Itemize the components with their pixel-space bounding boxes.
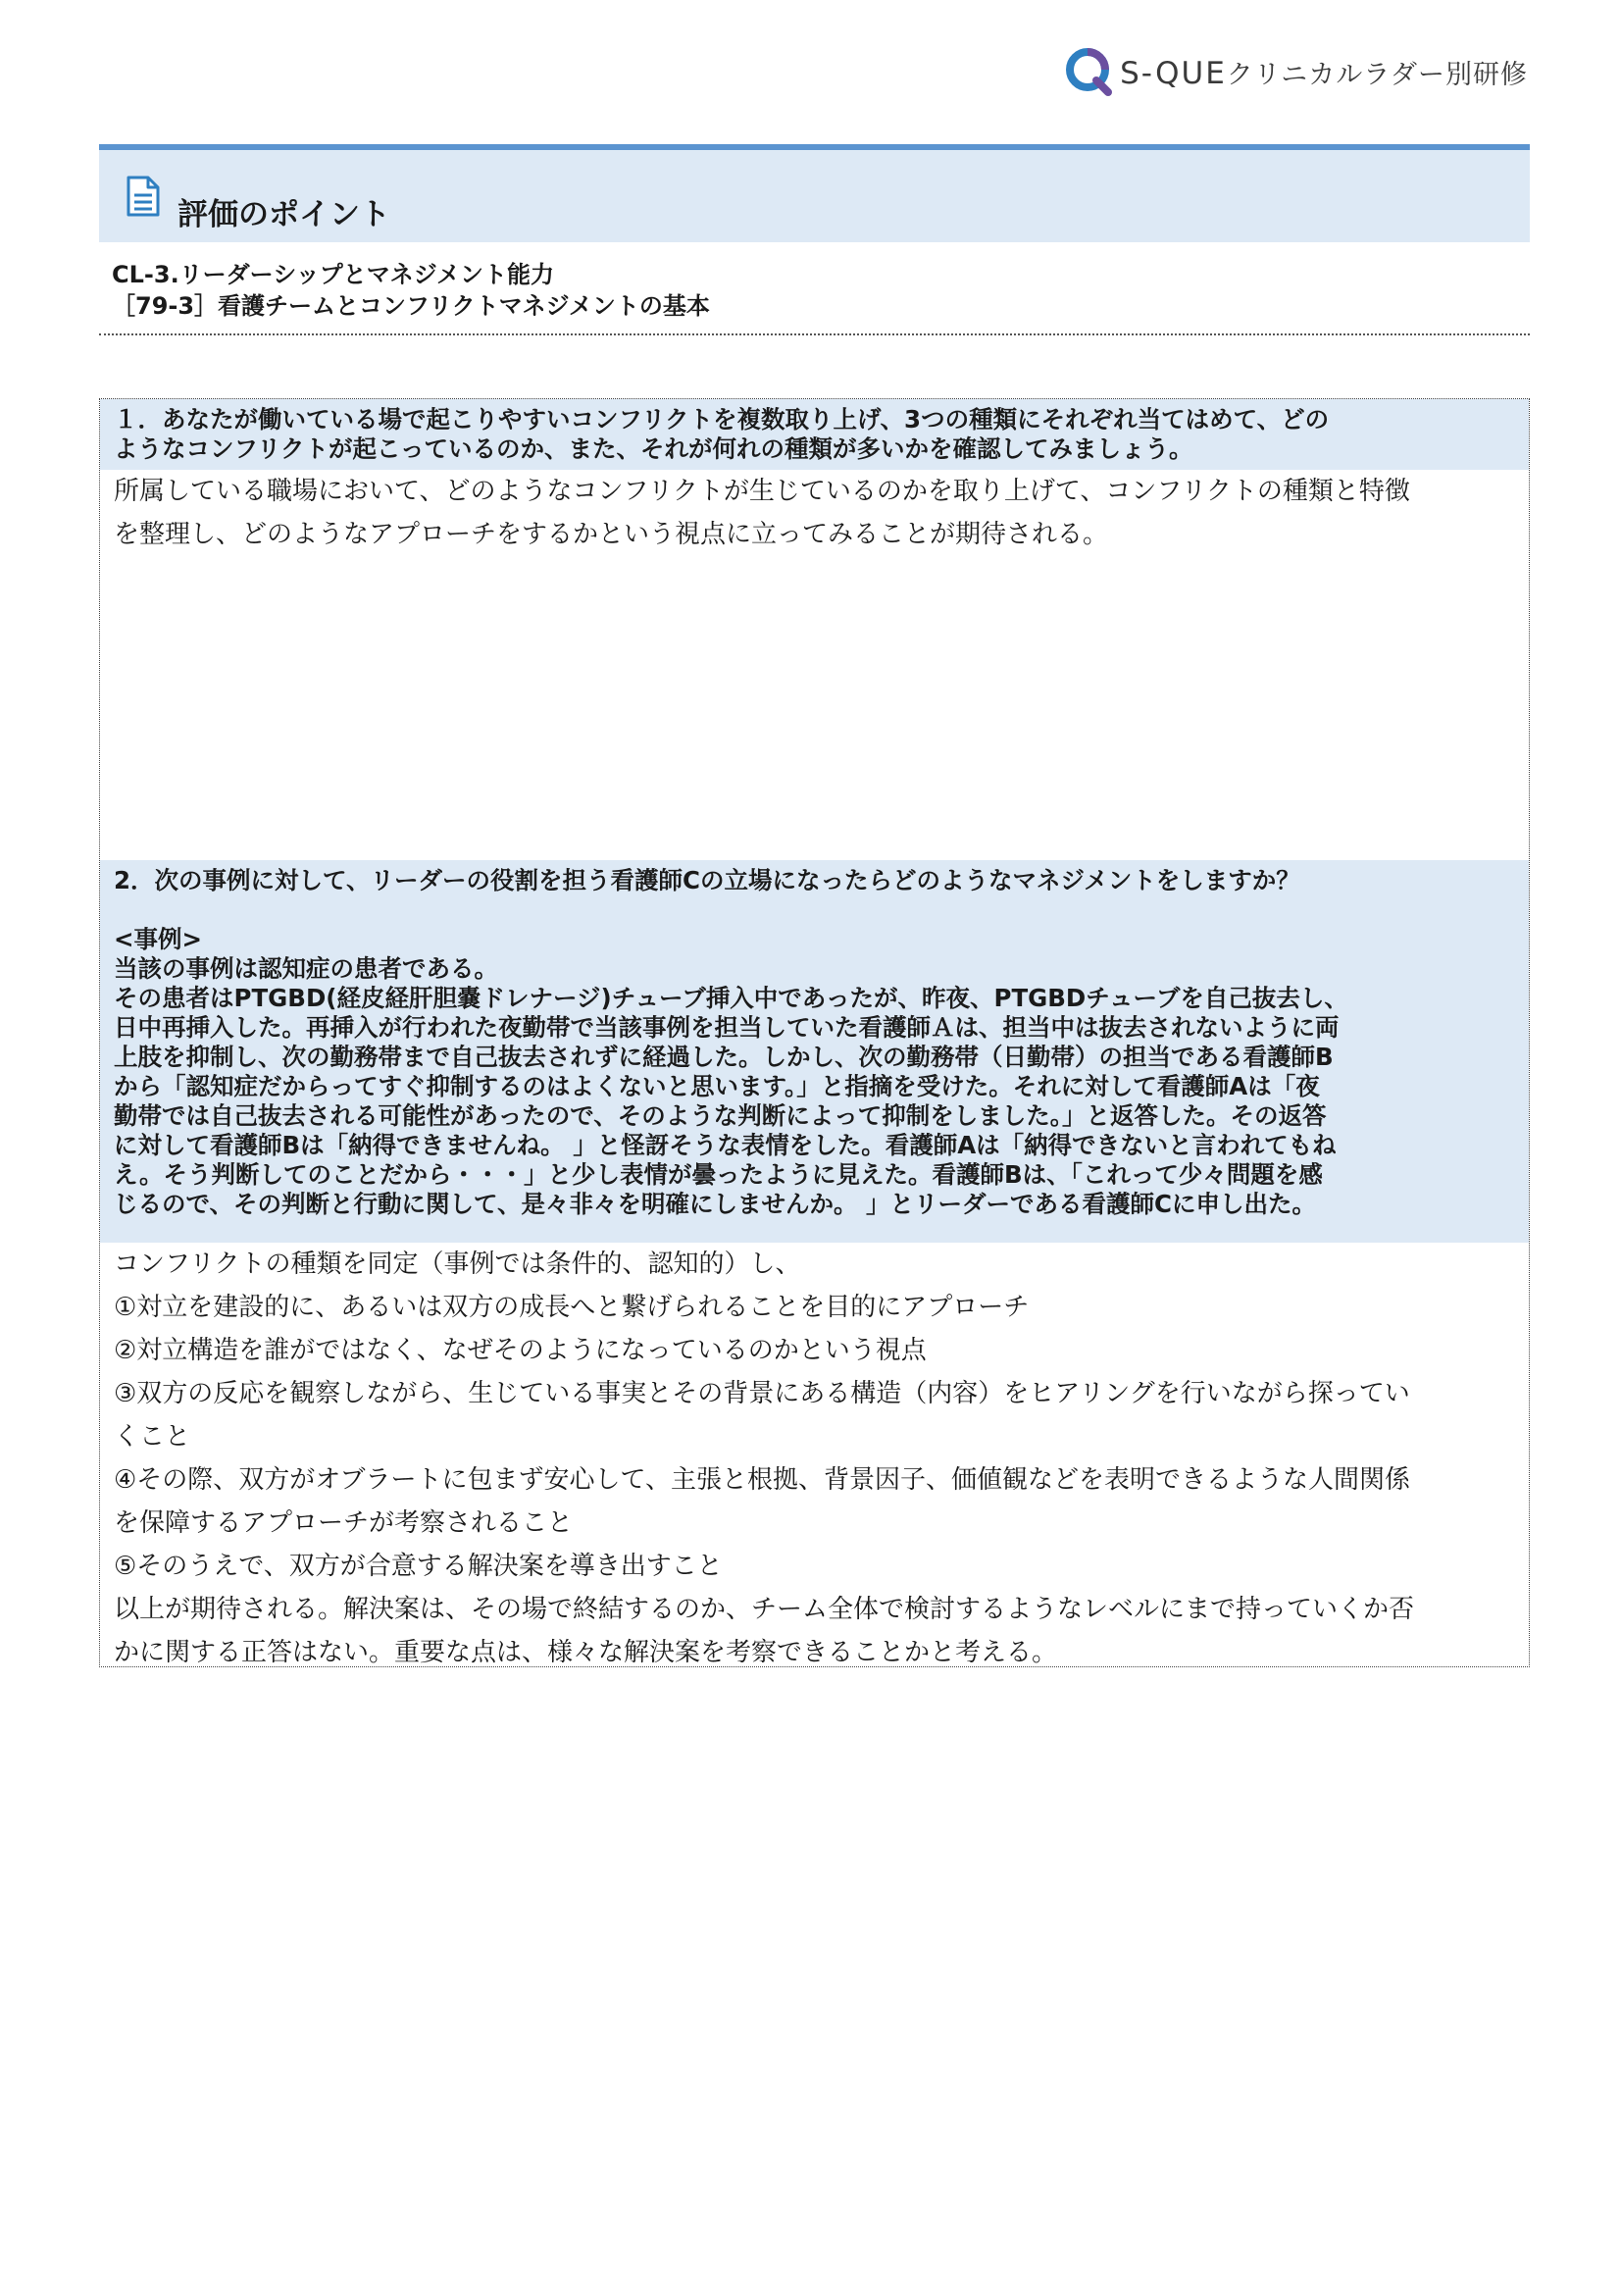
question-2-answer	[114, 1243, 1515, 1674]
question-line: ようなコンフリクトが起こっているのか、また、それが何れの種類が多いかを確認してみましょう。	[114, 434, 1193, 463]
document-icon	[127, 176, 160, 217]
page-title: 評価のポイント	[177, 197, 390, 232]
case-line: 日中再挿入した。再挿入が行われた夜勤帯で当該事例を担当していた看護師Ａは、担当中は抜去されないように両	[114, 1013, 1340, 1042]
brand-logo	[1063, 45, 1528, 98]
case-line: から「認知症だからってすぐ抑制するのはよくないと思います。」と指摘を受けた。それに対して看護師Aは「夜	[114, 1072, 1320, 1100]
question-1-answer	[114, 470, 1515, 556]
question-1-heading	[100, 399, 1529, 470]
answer-line: ①対立を建設的に、あるいは双方の成長へと繋げられることを目的にアプローチ	[114, 1293, 1030, 1322]
question-line: １．あなたが働いている場で起こりやすいコンフリクトを複数取り上げ、3つの種類にそれぞれ当てはめて、どの	[114, 405, 1330, 434]
logo-caption: クリニカルラダー別研修	[1226, 59, 1528, 90]
question-line: 2．次の事例に対して、リーダーの役割を担う看護師Cの立場になったらどのようなマネジメントをしますか？	[114, 866, 1300, 894]
case-line: 上肢を抑制し、次の勤務帯まで自己抜去されずに経過した。しかし、次の勤務帯（日勤帯）の担当である看護師B	[114, 1043, 1334, 1071]
answer-line: コンフリクトの種類を同定（事例では条件的、認知的）し、	[114, 1250, 801, 1279]
answer-line: ④その際、双方がオブラートに包まず安心して、主張と根拠、背景因子、価値観などを表明できるような人間関係	[114, 1465, 1411, 1495]
case-line: <事例>	[114, 925, 203, 953]
course-subtitle	[112, 259, 710, 322]
answer-line: 以上が期待される。解決案は、その場で終結するのか、チーム全体で検討するようなレベルにまで持っていくか否	[114, 1595, 1415, 1624]
answer-line: ②対立構造を誰がではなく、なぜそのようになっているのかという視点	[114, 1336, 927, 1365]
case-line: え。そう判断してのことだから・・・」と少し表情が曇ったように見えた。看護師Bは、「これって少々問題を感	[114, 1160, 1323, 1189]
case-line: に対して看護師Bは「納得できませんね。 」と怪訝そうな表情をした。看護師Aは「納得できないと言われてもね	[114, 1131, 1337, 1159]
subtitle-line: CL-3.リーダーシップとマネジメント能力	[112, 261, 555, 288]
case-line: 勤帯では自己抜去される可能性があったので、そのような判断によって抑制をしました。」と返答した。その返答	[114, 1101, 1327, 1130]
s-que-logo-icon	[1063, 45, 1116, 98]
divider	[99, 333, 1530, 335]
case-line: じるので、その判断と行動に関して、是々非々を明確にしませんか。 」とリーダーである看護師Cに申し出た。	[114, 1190, 1317, 1218]
logo-brand: S-QUE	[1120, 55, 1227, 91]
answer-line: ③双方の反応を観察しながら、生じている事実とその背景にある構造（内容）をヒアリングを行いながら探ってい	[114, 1379, 1410, 1408]
answer-line: かに関する正答はない。重要な点は、様々な解決案を考察できることかと考える。	[114, 1638, 1058, 1667]
case-line: その患者はPTGBD(経皮経肝胆嚢ドレナージ)チューブ挿入中であったが、昨夜、PTGBDチューブを自己抜去し、	[114, 984, 1348, 1012]
section-header	[99, 144, 1530, 242]
question-2-heading	[100, 860, 1529, 1243]
answer-line: を保障するアプローチが考察されること	[114, 1508, 574, 1538]
answer-line: を整理し、どのようなアプローチをするかという視点に立ってみることが期待される。	[114, 520, 1109, 549]
logo-text	[1120, 53, 1528, 91]
answer-line: ⑤そのうえで、双方が合意する解決案を導き出すこと	[114, 1552, 723, 1581]
answer-line: 所属している職場において、どのようなコンフリクトが生じているのかを取り上げて、コンフリクトの種類と特徴	[114, 477, 1410, 506]
case-line: 当該の事例は認知症の患者である。	[114, 954, 498, 983]
answer-line: くこと	[114, 1422, 191, 1452]
subtitle-line: ［79-3］看護チームとコンフリクトマネジメントの基本	[112, 292, 710, 320]
spacer	[114, 895, 1515, 925]
question-box	[99, 398, 1530, 1667]
